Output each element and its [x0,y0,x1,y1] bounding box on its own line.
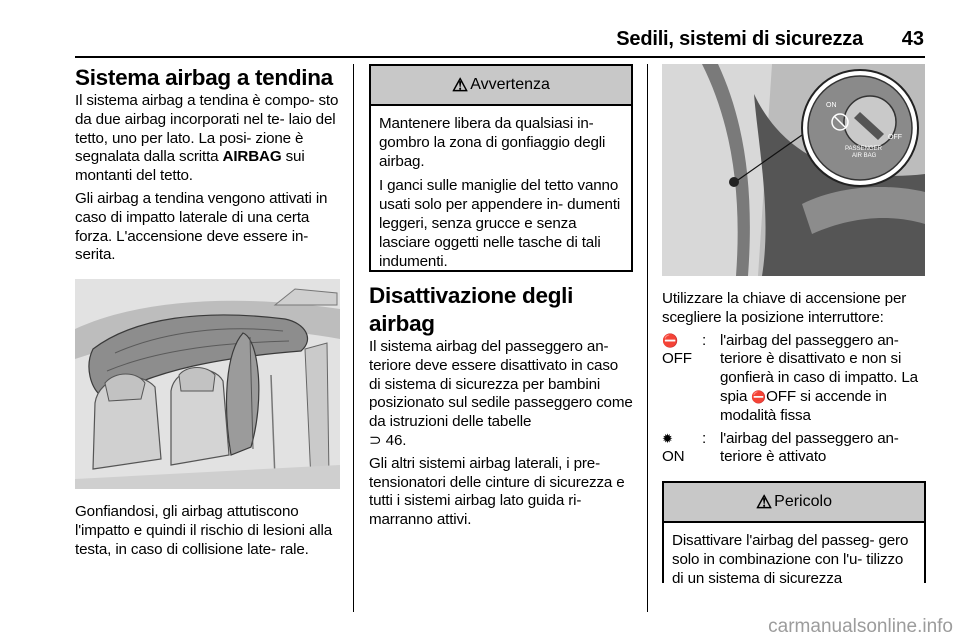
paragraph: Gli airbag a tendina vengono attivati in caso di impatto laterale di una certa forza. L'accensione deve essere in- serita. [75,189,328,264]
danger-box-title: Pericolo [774,493,832,511]
option-label: ON [662,448,685,466]
column-2 [369,64,633,534]
switch-option-on: ✹ ON : l'airbag del passeggero an- teriore è attivato [662,430,926,468]
paragraph: Utilizzare la chiave di accensione per scegliere la posizione interruttore: [662,290,907,326]
airbag-switch-photo [662,64,925,276]
photo-label-off: OFF [888,134,902,141]
warning-box-body [371,106,631,281]
photo-label-airbag: AIR BAG [852,153,877,159]
photo-label-on: ON [826,102,837,109]
warning-text: Mantenere libera da qualsiasi in- gombro la zona di gonfiaggio degli airbag. [379,115,606,170]
photo-label-passenger: PASSENGER [845,146,882,152]
paragraph: Gli altri sistemi airbag laterali, i pre- tensionatori delle cinture di sicurezza e tutti i sistemi airbag lato guida ri- marranno attivi. [369,454,625,529]
text: sui montanti del tetto. [75,148,305,185]
figure-caption: Gonfiandosi, gli airbag attutiscono l'impatto e quindi il rischio di lesioni alla testa, in caso di collisione late- rale. [75,503,332,558]
curtain-airbag-illustration [75,279,340,489]
column-1 [75,64,340,564]
danger-box-header [664,483,924,523]
switch-option-off: ⛔ OFF : l'airbag del passeggero an- teriore è disattivato e non si gonfierà in caso di impatto. La spia ⛔OFF si accende in modalità fissa [662,332,926,426]
danger-text: Disattivare l'airbag del passeg- gero solo in combinazione con l'u- tilizzo di un sistema di sicurezza [672,532,909,587]
text: Il sistema airbag del passeggero an- teriore deve essere disattivato in caso di sistema di sicurezza per bambini posizionato sul sedile passeggero come da istruzioni delle tabelle [369,338,633,431]
page-reference-link[interactable]: 46. [385,431,407,449]
column-divider-left [353,64,354,612]
watermark: carmanualsonline.info [768,616,953,637]
text: Il sistema airbag a tendina è compo- sto da due airbag incorporati nel te- laio del tetto, uno per lato. La posi- zione è segnalata dalla scritta [75,92,339,166]
warning-box-title: Avvertenza [470,76,550,93]
danger-box [662,481,926,587]
bold-text: AIRBAG [222,148,282,166]
header-rule [75,56,925,58]
option-description: l'airbag del passeggero an- teriore è attivato [720,429,899,466]
paragraph [75,92,340,186]
column-divider-right [647,64,648,612]
page-number: 43 [901,28,924,50]
column-3 [662,64,926,587]
option-label: OFF [662,350,692,368]
warning-triangle-icon: ⚠ [756,491,773,512]
page-reference-arrow-icon: ⊃ [369,431,382,449]
warning-triangle-icon: ⚠ [452,74,469,95]
paragraph [369,338,633,451]
section-heading-airbag-deactivation: Disattivazione degli airbag [369,283,574,336]
warning-box [369,64,633,272]
warning-text: I ganci sulle maniglie del tetto vanno usati solo per appendere in- dumenti leggeri, senza grucce e senza lasciare oggetti nelle tasche di tali indumenti. [379,177,621,270]
page-header-title: Sedili, sistemi di sicurezza [616,28,863,50]
section-heading-curtain-airbag: Sistema airbag a tendina [75,65,333,90]
airbag-off-icon: ⛔ [751,389,767,404]
option-description: l'airbag del passeggero an- teriore è disattivato e non si gonfierà in caso di impatto. La spia ⛔OFF si accende in modalità fissa [720,331,918,424]
airbag-on-icon: ✹ [662,430,673,446]
warning-box-header [371,66,631,106]
danger-box-body [664,523,924,598]
airbag-off-icon: ⛔ [662,332,679,348]
